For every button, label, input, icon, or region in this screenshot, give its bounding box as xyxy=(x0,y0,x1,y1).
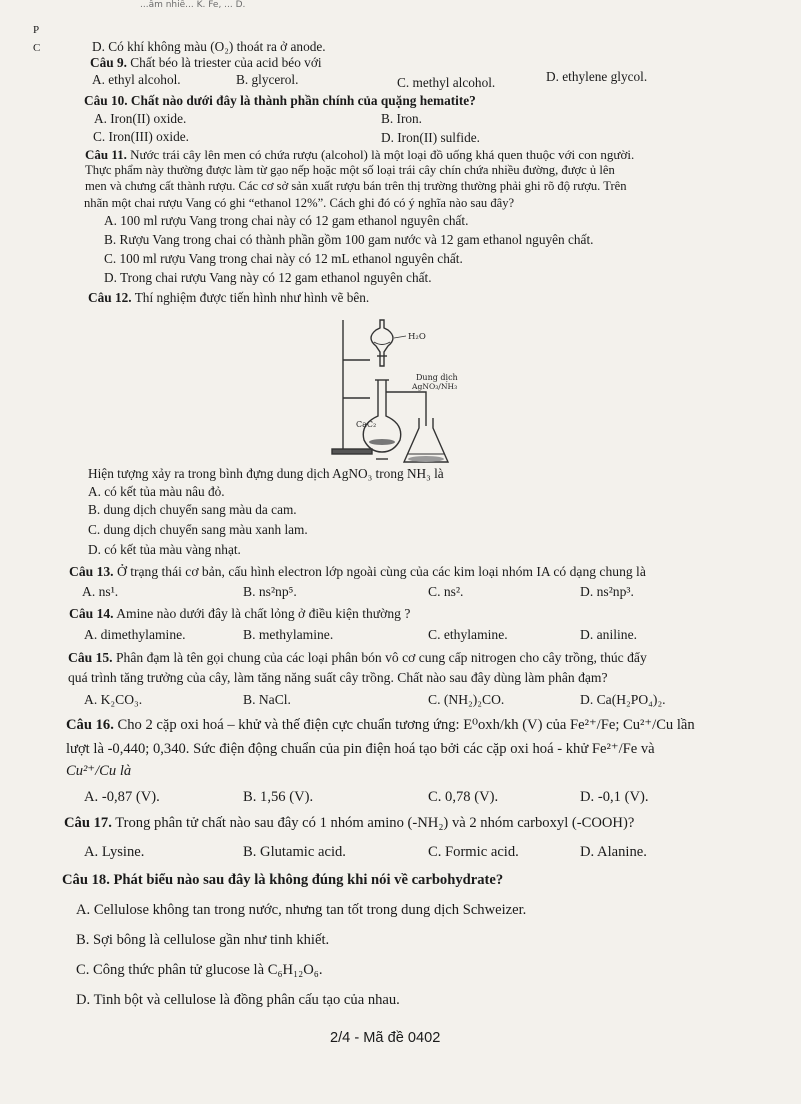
funnel-water-level xyxy=(374,342,390,345)
q17-option-b: B. Glutamic acid. xyxy=(243,844,346,860)
q16-stem-line-3: Cu²⁺/Cu là xyxy=(66,763,132,779)
q16-option-d: D. -0,1 (V). xyxy=(580,789,649,805)
q11-stem-line-3: men và chưng cất thành rượu. Các cơ sở sản xuất rượu bán trên thị trường thường phải ghi rõ độ rượu. Trên xyxy=(85,179,627,193)
q16-text-1: Cho 2 cặp oxi hoá – khử và thế điện cực chuẩn tương ứng: E⁰oxh/kh (V) của Fe²⁺/Fe; Cu²⁺/Cu lần xyxy=(117,717,695,733)
q18-stem xyxy=(62,872,503,888)
q9-option-a: A. ethyl alcohol. xyxy=(92,72,181,87)
stand-base xyxy=(332,449,372,454)
q9-option-b: B. glycerol. xyxy=(236,72,299,87)
label-solution-2: AgNO₃/NH₃ xyxy=(412,382,458,391)
q11-label: Câu 11. xyxy=(85,147,127,162)
q10-text: Chất nào dưới đây là thành phần chính của quặng hematite? xyxy=(130,93,476,108)
q14-option-b: B. methylamine. xyxy=(243,627,334,642)
q11-text-1: Nước trái cây lên men có chứa rượu (alcohol) là một loại đồ uống khá quen thuộc với con người. xyxy=(130,147,635,162)
q10-label: Câu 10. xyxy=(84,93,128,108)
q9-text: Chất béo là triester của acid béo với xyxy=(130,55,322,70)
label-solid: CaC₂ xyxy=(356,420,377,429)
q16-option-a: A. -0,87 (V). xyxy=(84,789,160,805)
q16-stem-line-2: lượt là -0,440; 0,340. Sức điện động chuẩn của pin điện hoá tạo bởi các cặp oxi hoá - khử Fe²⁺/Fe và xyxy=(66,741,655,757)
q13-label: Câu 13. xyxy=(69,564,114,579)
q13-option-b: B. ns²np⁵. xyxy=(243,584,297,599)
q18-option-a: A. Cellulose không tan trong nước, nhưng tan tốt trong dung dịch Schweizer. xyxy=(76,902,527,918)
q18-option-b: B. Sợi bông là cellulose gần như tinh khiết. xyxy=(76,932,330,948)
q12-option-c: C. dung dịch chuyển sang màu xanh lam. xyxy=(88,522,308,537)
q9-label: Câu 9. xyxy=(90,55,127,70)
q15-stem-line-2: quá trình tăng trưởng của cây, làm tăng năng suất cây trồng. Chất nào sau đây dùng làm phân đạm? xyxy=(68,670,608,685)
q18-option-d: D. Tinh bột và cellulose là đồng phân cấu tạo của nhau. xyxy=(76,992,400,1008)
q15-option-a: A. K₂CO₃. xyxy=(84,692,143,707)
q16-option-c: C. 0,78 (V). xyxy=(428,789,499,805)
q14-label: Câu 14. xyxy=(69,606,114,621)
q12-option-d: D. có kết tủa màu vàng nhạt. xyxy=(88,542,241,557)
dropping-funnel xyxy=(371,320,393,366)
q17-option-c: C. Formic acid. xyxy=(428,844,519,860)
q14-option-d: D. aniline. xyxy=(580,627,638,642)
q17-option-a: A. Lysine. xyxy=(84,844,145,860)
q18-label: Câu 18. xyxy=(62,872,110,888)
q11-option-d: D. Trong chai rượu Vang này có 12 gam ethanol nguyên chất. xyxy=(104,270,432,285)
q15-stem-line-1 xyxy=(68,650,647,666)
q14-option-c: C. ethylamine. xyxy=(428,627,508,642)
q15-text-1: Phân đạm là tên gọi chung của các loại phân bón vô cơ cung cấp nitrogen cho cây trồng, thúc đẩy xyxy=(115,650,647,665)
water-pointer xyxy=(394,336,406,338)
q11-option-a: A. 100 ml rượu Vang trong chai này có 12 gam ethanol nguyên chất. xyxy=(104,213,469,228)
q10-option-a: A. Iron(II) oxide. xyxy=(94,111,187,126)
precipitate xyxy=(408,456,444,462)
q9-option-c: C. methyl alcohol. xyxy=(397,75,496,90)
delivery-tube xyxy=(386,392,426,426)
q13-stem xyxy=(69,564,646,580)
q10-stem xyxy=(84,93,476,109)
q13-option-d: D. ns²np³. xyxy=(580,584,634,599)
q15-label: Câu 15. xyxy=(68,650,113,665)
q9-option-d: D. ethylene glycol. xyxy=(546,69,648,84)
margin-mark-c: C xyxy=(33,42,41,54)
q11-stem-line-1 xyxy=(85,147,634,163)
q12-question: Hiện tượng xảy ra trong bình đựng dung dịch AgNO₃ trong NH₃ là xyxy=(88,466,444,481)
q12-option-a: A. có kết tủa màu nâu đỏ. xyxy=(88,484,225,499)
q15-option-b: B. NaCl. xyxy=(243,692,291,707)
q12-label: Câu 12. xyxy=(88,290,132,305)
q11-option-b: B. Rượu Vang trong chai có thành phần gồm 100 gam nước và 12 gam ethanol nguyên chất. xyxy=(104,232,594,247)
q9-prev-option-d: D. Có khí không màu (O₂) thoát ra ở anode. xyxy=(92,39,326,54)
q16-option-b: B. 1,56 (V). xyxy=(243,789,314,805)
page-footer: 2/4 - Mã đề 0402 xyxy=(330,1030,441,1046)
q18-text: Phát biểu nào sau đây là không đúng khi nói về carbohydrate? xyxy=(113,872,504,888)
margin-mark-p: P xyxy=(33,24,40,36)
experiment-figure xyxy=(318,314,478,464)
q9-stem xyxy=(90,55,322,71)
q16-label: Câu 16. xyxy=(66,717,114,733)
q11-stem-line-4: nhãn một chai rượu Vang có ghi “ethanol 12%”. Cách ghi đó có ý nghĩa nào sau đây? xyxy=(84,196,515,210)
q17-option-d: D. Alanine. xyxy=(580,844,647,860)
label-water: H₂O xyxy=(408,332,426,342)
q12-text: Thí nghiệm được tiến hình như hình vẽ bên. xyxy=(134,290,370,305)
q13-text: Ở trạng thái cơ bản, cấu hình electron lớp ngoài cùng của các kim loại nhóm IA có dạng chung là xyxy=(116,564,646,579)
q14-option-a: A. dimethylamine. xyxy=(84,627,186,642)
q15-option-d: D. Ca(H₂PO₄)₂. xyxy=(580,692,666,707)
q10-option-c: C. Iron(III) oxide. xyxy=(93,129,189,144)
cac2-solid xyxy=(369,439,395,445)
q15-option-c: C. (NH₂)₂CO. xyxy=(428,692,505,707)
q13-option-c: C. ns². xyxy=(428,584,464,599)
q10-option-d: D. Iron(II) sulfide. xyxy=(381,130,480,145)
q14-text: Amine nào dưới đây là chất lỏng ở điều kiện thường ? xyxy=(116,606,411,621)
q12-stem xyxy=(88,290,369,306)
q11-option-c: C. 100 ml rượu Vang trong chai này có 12 mL ethanol nguyên chất. xyxy=(104,251,463,266)
top-scrawl: ...âm nhiê... K. Fe, ... D. xyxy=(140,0,246,10)
q13-option-a: A. ns¹. xyxy=(82,584,119,599)
q16-stem-line-1 xyxy=(66,717,695,733)
q14-stem xyxy=(69,606,410,622)
q17-label: Câu 17. xyxy=(64,815,112,831)
q12-option-b: B. dung dịch chuyển sang màu da cam. xyxy=(88,502,297,517)
label-solution-1: Dung dịch xyxy=(416,373,458,382)
q17-stem xyxy=(64,815,634,831)
q10-option-b: B. Iron. xyxy=(381,111,422,126)
q17-text: Trong phân tử chất nào sau đây có 1 nhóm amino (-NH₂) và 2 nhóm carboxyl (-COOH)? xyxy=(115,815,635,831)
q11-stem-line-2: Thực phẩm này thường được làm từ gạo nếp hoặc một số loại trái cây chín chứa nhiều đường, được ủ lên xyxy=(85,163,615,177)
q18-option-c: C. Công thức phân tử glucose là C₆H₁₂O₆. xyxy=(76,962,323,978)
